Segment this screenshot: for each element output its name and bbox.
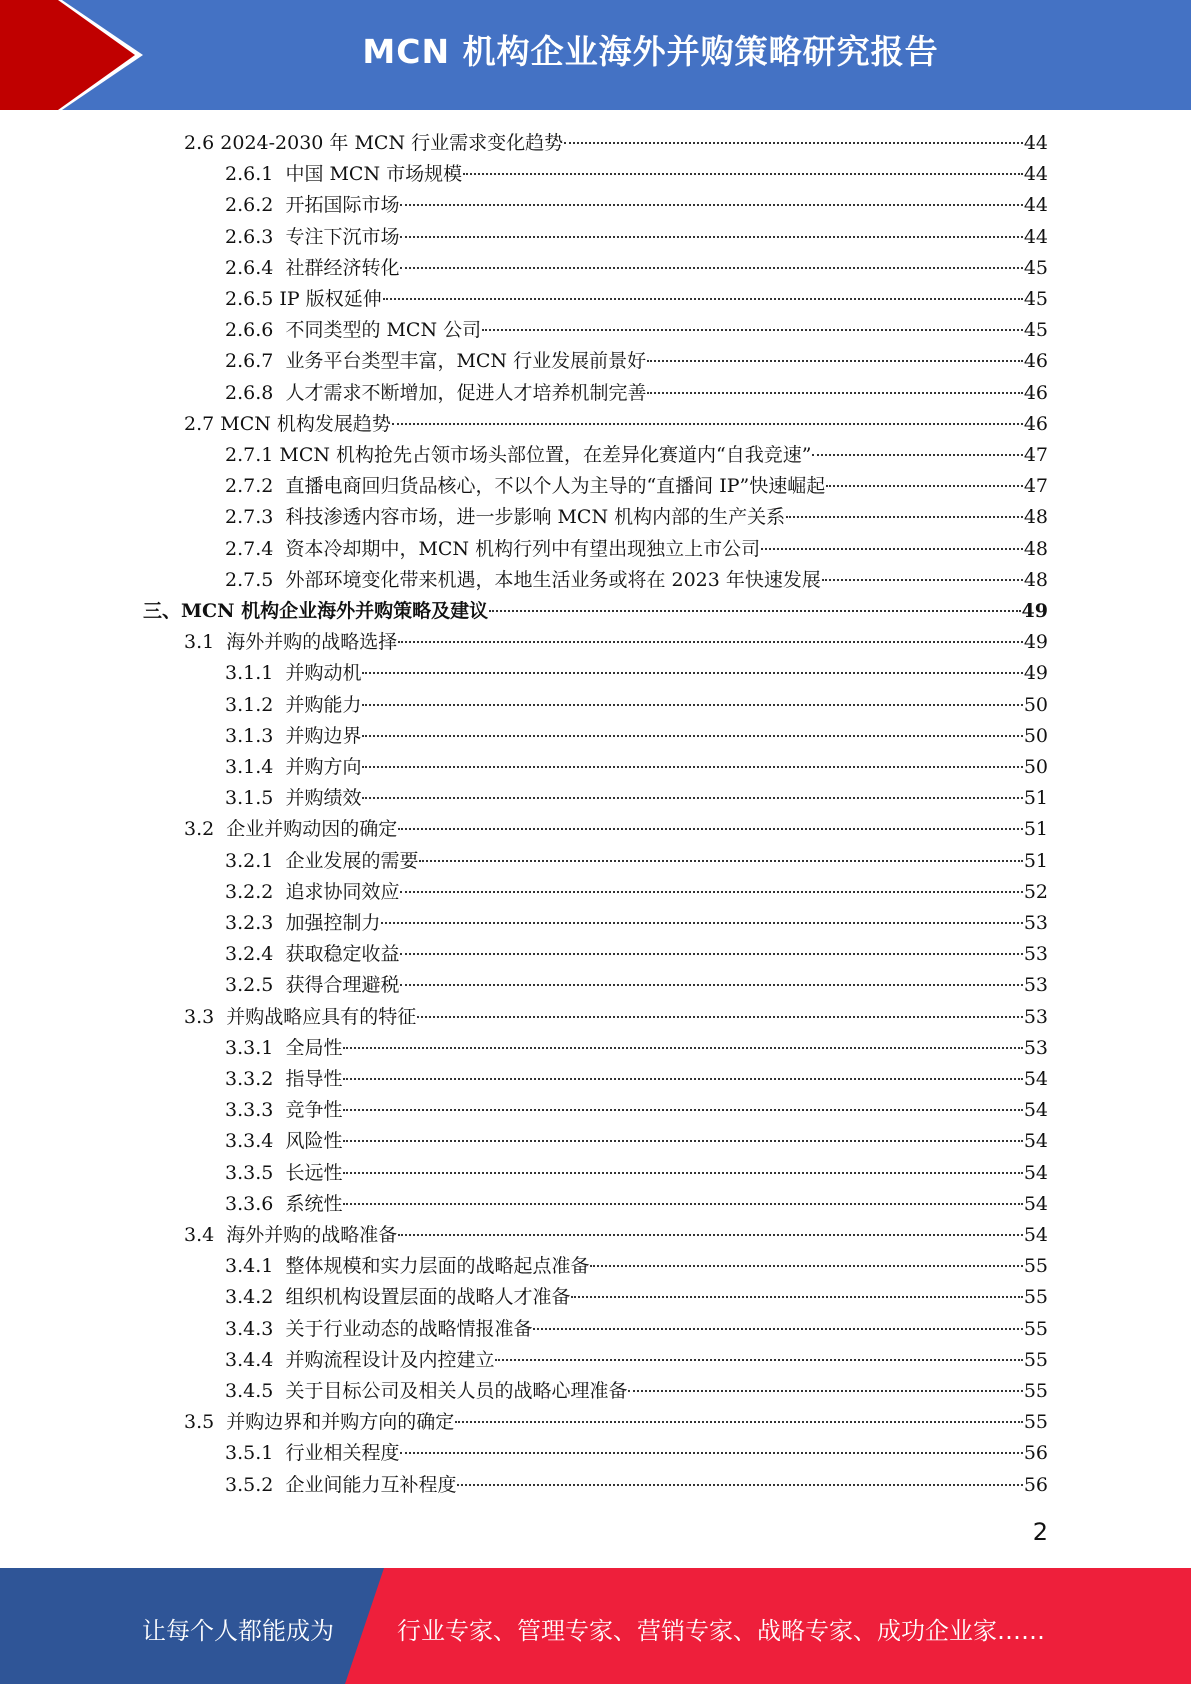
toc-entry-page: 44 — [1023, 225, 1048, 248]
toc-entry-page: 53 — [1023, 912, 1048, 934]
toc-dot-leader — [383, 297, 1023, 300]
toc-entry-number: 2.7.1 — [225, 444, 280, 466]
toc-dot-leader — [400, 952, 1022, 955]
toc-entry[interactable] — [225, 970, 1048, 1001]
toc-entry[interactable] — [184, 128, 1048, 159]
toc-entry[interactable] — [225, 565, 1048, 596]
toc-entry-number: 3.4.1 — [225, 1255, 286, 1278]
toc-entry[interactable] — [225, 752, 1048, 783]
toc-entry-page: 48 — [1023, 537, 1048, 560]
toc-entry-number: 3.2.5 — [225, 974, 286, 997]
toc-entry[interactable] — [225, 159, 1048, 190]
toc-entry-title: 指导性 — [285, 1068, 343, 1090]
toc-dot-leader — [590, 1264, 1022, 1267]
toc-dot-leader — [398, 827, 1023, 830]
toc-entry[interactable] — [225, 690, 1048, 721]
toc-entry-title: 海外并购的战略选择 — [226, 631, 398, 654]
toc-entry-title: 企业发展的需要 — [285, 849, 419, 872]
toc-entry-page: 55 — [1023, 1286, 1048, 1309]
toc-entry[interactable] — [225, 378, 1048, 409]
toc-entry[interactable] — [225, 534, 1048, 565]
footer-slogan-left: 让每个人都能成为 — [142, 1617, 334, 1645]
toc-dot-leader — [398, 1233, 1023, 1236]
toc-entry-number: 3.3 — [184, 1005, 227, 1028]
toc-entry[interactable] — [184, 814, 1048, 845]
toc-entry[interactable] — [225, 658, 1048, 689]
toc-entry-page: 54 — [1023, 1224, 1048, 1246]
toc-entry[interactable] — [225, 1095, 1048, 1126]
toc-entry-number: 2.6.8 — [225, 381, 286, 404]
toc-entry-number: 3.4.4 — [225, 1348, 286, 1371]
toc-entry[interactable] — [225, 1158, 1048, 1189]
toc-entry-page: 45 — [1023, 319, 1048, 342]
toc-entry-title: 系统性 — [285, 1192, 343, 1215]
toc-entry-number: 3.2.4 — [225, 943, 286, 966]
toc-entry-title: IP 版权延伸 — [279, 288, 382, 310]
toc-entry-page: 47 — [1023, 475, 1048, 498]
toc-entry-title: 业务平台类型丰富，MCN 行业发展前景好 — [285, 350, 647, 373]
page-footer — [0, 1568, 1191, 1684]
toc-entry-page: 50 — [1023, 693, 1048, 716]
toc-entry-page: 48 — [1023, 506, 1048, 529]
toc-entry[interactable] — [225, 783, 1048, 814]
toc-entry-page: 44 — [1023, 163, 1048, 186]
toc-dot-leader — [400, 203, 1022, 206]
report-title: MCN 机构企业海外并购策略研究报告 — [362, 32, 939, 71]
toc-entry-number: 2.6.3 — [225, 225, 286, 248]
toc-entry[interactable] — [225, 721, 1048, 752]
toc-entry-title: MCN 机构发展趋势 — [220, 412, 391, 435]
toc-dot-leader — [362, 734, 1022, 737]
toc-entry-number: 3.5.2 — [225, 1473, 286, 1496]
toc-entry-number: 3.2.3 — [225, 912, 286, 934]
toc-entry[interactable] — [184, 1220, 1048, 1251]
toc-entry[interactable] — [225, 939, 1048, 970]
toc-entry-title: 关于目标公司及相关人员的战略心理准备 — [285, 1380, 628, 1402]
toc-dot-leader — [482, 328, 1023, 331]
footer-slogan-right: 行业专家、管理专家、营销专家、战略专家、成功企业家…… — [397, 1617, 1045, 1645]
toc-entry[interactable] — [225, 846, 1048, 877]
toc-entry-number: 3.3.4 — [225, 1130, 286, 1153]
toc-entry-page: 48 — [1023, 568, 1048, 591]
toc-entry-number: 2.7.2 — [225, 475, 286, 498]
toc-entry-page: 56 — [1023, 1442, 1048, 1465]
toc-entry-number: 3.2 — [184, 818, 227, 841]
toc-entry-page: 53 — [1023, 974, 1048, 997]
toc-entry-title: 直播电商回归货品核心，不以个人为主导的“直播间 IP”快速崛起 — [285, 475, 826, 498]
toc-entry-title: 企业并购动因的确定 — [226, 818, 398, 841]
toc-dot-leader — [400, 235, 1022, 238]
toc-entry-title: 专注下沉市场 — [285, 225, 400, 248]
toc-entry[interactable] — [225, 346, 1048, 377]
toc-entry-number: 3.1.5 — [225, 787, 286, 810]
toc-entry-number: 2.6.6 — [225, 319, 286, 342]
toc-entry-number: 3.1 — [184, 631, 227, 654]
toc-entry-number: 3.3.5 — [225, 1161, 286, 1184]
toc-entry-number: 3.4.3 — [225, 1317, 286, 1340]
toc-entry[interactable] — [225, 222, 1048, 253]
toc-dot-leader — [419, 859, 1022, 862]
page-number: 2 — [1032, 1518, 1048, 1546]
toc-dot-leader — [455, 1420, 1023, 1423]
toc-entry-title: 中国 MCN 市场规模 — [285, 163, 463, 186]
toc-entry-number: 3.1.3 — [225, 724, 286, 747]
toc-dot-leader — [400, 983, 1022, 986]
toc-entry[interactable] — [225, 315, 1048, 346]
toc-entry[interactable] — [184, 1407, 1048, 1438]
toc-entry-page: 45 — [1023, 288, 1048, 310]
toc-entry-page: 53 — [1023, 1036, 1048, 1059]
toc-entry-title: 并购边界 — [285, 724, 362, 747]
toc-entry[interactable] — [225, 1438, 1048, 1469]
toc-entry-title: 海外并购的战略准备 — [226, 1224, 398, 1246]
toc-entry-page: 46 — [1023, 381, 1048, 404]
toc-entry-title: 资本冷却期中，MCN 机构行列中有望出现独立上市公司 — [285, 537, 761, 560]
toc-entry-title: 长远性 — [285, 1161, 343, 1184]
toc-entry[interactable] — [225, 1314, 1048, 1345]
toc-entry-number: 3.2.2 — [225, 880, 286, 903]
toc-entry[interactable] — [225, 1376, 1048, 1407]
toc-entry[interactable] — [225, 1126, 1048, 1157]
toc-dot-leader — [362, 765, 1022, 768]
toc-entry-number: 3.3.1 — [225, 1036, 286, 1059]
toc-entry[interactable] — [225, 1251, 1048, 1282]
toc-entry[interactable] — [225, 1345, 1048, 1376]
toc-dot-leader — [571, 1295, 1022, 1298]
toc-dot-leader — [343, 1046, 1022, 1049]
toc-entry-number: 3.5.1 — [225, 1442, 286, 1465]
toc-dot-leader — [812, 453, 1022, 456]
toc-entry-number: 2.6.4 — [225, 256, 286, 279]
toc-entry-page: 55 — [1023, 1411, 1048, 1434]
toc-dot-leader — [362, 796, 1022, 799]
toc-entry[interactable] — [225, 908, 1048, 939]
toc-entry-title: 风险性 — [285, 1130, 343, 1153]
toc-dot-leader — [362, 671, 1022, 674]
toc-entry-page: 53 — [1023, 943, 1048, 966]
toc-entry[interactable] — [225, 502, 1048, 533]
toc-entry[interactable] — [184, 1002, 1048, 1033]
toc-entry-number: 3.4.2 — [225, 1286, 286, 1309]
toc-entry-page: 55 — [1023, 1380, 1048, 1402]
toc-dot-leader — [400, 1451, 1022, 1454]
toc-entry-page: 54 — [1023, 1099, 1048, 1122]
toc-entry[interactable] — [225, 190, 1048, 221]
toc-entry-title: 行业相关程度 — [285, 1442, 400, 1465]
toc-entry-number: 三、 — [143, 600, 182, 622]
toc-dot-leader — [343, 1202, 1022, 1205]
toc-entry-page: 46 — [1023, 412, 1048, 435]
toc-entry-title: 并购边界和并购方向的确定 — [226, 1411, 455, 1434]
toc-entry[interactable] — [184, 627, 1048, 658]
toc-entry-title: 人才需求不断增加，促进人才培养机制完善 — [285, 381, 647, 404]
toc-entry-number: 2.6.2 — [225, 194, 286, 217]
toc-entry-title: MCN 机构企业海外并购策略及建议 — [181, 600, 489, 622]
toc-dot-leader — [343, 1077, 1022, 1080]
toc-entry-page: 55 — [1023, 1255, 1048, 1278]
toc-dot-leader — [786, 515, 1023, 518]
toc-entry[interactable] — [225, 877, 1048, 908]
toc-entry-page: 50 — [1023, 756, 1048, 778]
toc-entry[interactable] — [143, 596, 1048, 627]
toc-entry-page: 52 — [1023, 880, 1048, 903]
toc-entry-number: 2.7 — [184, 412, 221, 435]
toc-dot-leader — [822, 578, 1023, 581]
toc-entry-title: 整体规模和实力层面的战略起点准备 — [285, 1255, 590, 1278]
toc-entry-title: 外部环境变化带来机遇，本地生活业务或将在 2023 年快速发展 — [285, 568, 821, 591]
toc-entry-number: 2.6.1 — [225, 163, 286, 186]
toc-dot-leader — [417, 1015, 1023, 1018]
toc-entry-title: 2024-2030 年 MCN 行业需求变化趋势 — [220, 132, 564, 154]
toc-entry-page: 53 — [1023, 1005, 1048, 1028]
toc-entry-page: 54 — [1023, 1161, 1048, 1184]
toc-entry-page: 51 — [1023, 849, 1048, 872]
toc-entry-page: 47 — [1023, 444, 1048, 466]
toc-entry-number: 2.6.7 — [225, 350, 286, 373]
toc-entry-title: 获得合理避税 — [285, 974, 400, 997]
toc-dot-leader — [489, 609, 1020, 612]
toc-entry-number: 3.5 — [184, 1411, 227, 1434]
toc-dot-leader — [457, 1483, 1022, 1486]
toc-dot-leader — [647, 391, 1022, 394]
toc-dot-leader — [628, 1389, 1022, 1392]
toc-entry-title: 社群经济转化 — [285, 256, 400, 279]
toc-dot-leader — [463, 172, 1023, 175]
toc-entry-number: 3.3.3 — [225, 1099, 286, 1122]
toc-entry-title: 并购绩效 — [285, 787, 362, 810]
toc-entry-page: 51 — [1023, 818, 1048, 841]
toc-entry-page: 45 — [1023, 256, 1048, 279]
toc-entry-title: 并购能力 — [285, 693, 362, 716]
toc-entry-title: 组织机构设置层面的战略人才准备 — [285, 1286, 571, 1309]
toc-entry-title: 并购战略应具有的特征 — [226, 1005, 417, 1028]
toc-entry-page: 56 — [1023, 1473, 1048, 1496]
toc-entry-number: 2.7.5 — [225, 568, 286, 591]
toc-entry-page: 55 — [1023, 1348, 1048, 1371]
toc-entry[interactable] — [184, 409, 1048, 440]
toc-entry-number: 3.1.1 — [225, 662, 286, 685]
toc-entry-number: 3.4 — [184, 1224, 227, 1246]
toc-dot-leader — [400, 266, 1022, 269]
toc-entry[interactable] — [225, 1189, 1048, 1220]
toc-entry-page: 44 — [1023, 132, 1048, 154]
toc-entry-page: 44 — [1023, 194, 1048, 217]
toc-entry-page: 54 — [1023, 1068, 1048, 1090]
toc-entry-title: 开拓国际市场 — [285, 194, 400, 217]
toc-entry-title: 并购方向 — [285, 756, 362, 778]
toc-entry-title: 不同类型的 MCN 公司 — [285, 319, 482, 342]
toc-entry-number: 3.1.4 — [225, 756, 286, 778]
page-header — [0, 0, 1191, 110]
toc-entry-page: 50 — [1023, 724, 1048, 747]
toc-dot-leader — [362, 703, 1022, 706]
toc-dot-leader — [495, 1358, 1022, 1361]
toc-entry-title: 获取稳定收益 — [285, 943, 400, 966]
toc-dot-leader — [826, 484, 1023, 487]
toc-entry[interactable] — [225, 1033, 1048, 1064]
toc-entry[interactable] — [225, 1064, 1048, 1095]
toc-dot-leader — [533, 1327, 1022, 1330]
toc-entry[interactable] — [225, 253, 1048, 284]
toc-entry-number: 3.4.5 — [225, 1380, 286, 1402]
toc-entry-page: 51 — [1023, 787, 1048, 810]
toc-entry-title: 加强控制力 — [285, 912, 381, 934]
toc-dot-leader — [761, 547, 1023, 550]
toc-dot-leader — [647, 359, 1023, 362]
toc-entry-title: 企业间能力互补程度 — [285, 1473, 457, 1496]
toc-entry[interactable] — [225, 1282, 1048, 1313]
toc-entry-number: 2.7.3 — [225, 506, 286, 529]
toc-entry-number: 3.3.6 — [225, 1192, 286, 1215]
toc-dot-leader — [564, 141, 1023, 144]
toc-dot-leader — [400, 890, 1022, 893]
toc-entry-page: 49 — [1023, 631, 1048, 654]
toc-entry-title: MCN 机构抢先占领市场头部位置，在差异化赛道内“自我竞速” — [279, 444, 812, 466]
toc-entry[interactable] — [225, 440, 1048, 471]
toc-entry-number: 3.1.2 — [225, 693, 286, 716]
toc-entry-title: 科技渗透内容市场，进一步影响 MCN 机构内部的生产关系 — [285, 506, 786, 529]
toc-entry-title: 追求协同效应 — [285, 880, 400, 903]
toc-entry-title: 关于行业动态的战略情报准备 — [285, 1317, 533, 1340]
toc-entry-page: 55 — [1023, 1317, 1048, 1340]
toc-entry-number: 2.6 — [184, 132, 221, 154]
toc-entry-page: 49 — [1021, 600, 1048, 622]
toc-entry-page: 49 — [1023, 662, 1048, 685]
toc-dot-leader — [343, 1171, 1022, 1174]
toc-dot-leader — [343, 1139, 1022, 1142]
toc-dot-leader — [343, 1108, 1022, 1111]
toc-entry[interactable] — [225, 284, 1048, 315]
toc-entry-number: 3.2.1 — [225, 849, 286, 872]
toc-entry-page: 46 — [1023, 350, 1048, 373]
toc-entry[interactable] — [225, 471, 1048, 502]
toc-dot-leader — [398, 640, 1023, 643]
toc-entry-number: 2.7.4 — [225, 537, 286, 560]
toc-entry[interactable] — [225, 1470, 1048, 1501]
toc-entry-page: 54 — [1023, 1192, 1048, 1215]
toc-entry-title: 全局性 — [285, 1036, 343, 1059]
toc-entry-title: 竞争性 — [285, 1099, 343, 1122]
toc-entry-title: 并购动机 — [285, 662, 362, 685]
toc-entry-title: 并购流程设计及内控建立 — [285, 1348, 495, 1371]
toc-entry-page: 54 — [1023, 1130, 1048, 1153]
toc-entry-number: 2.6.5 — [225, 288, 280, 310]
toc-dot-leader — [392, 422, 1023, 425]
toc-entry-number: 3.3.2 — [225, 1068, 286, 1090]
toc-dot-leader — [381, 921, 1022, 924]
